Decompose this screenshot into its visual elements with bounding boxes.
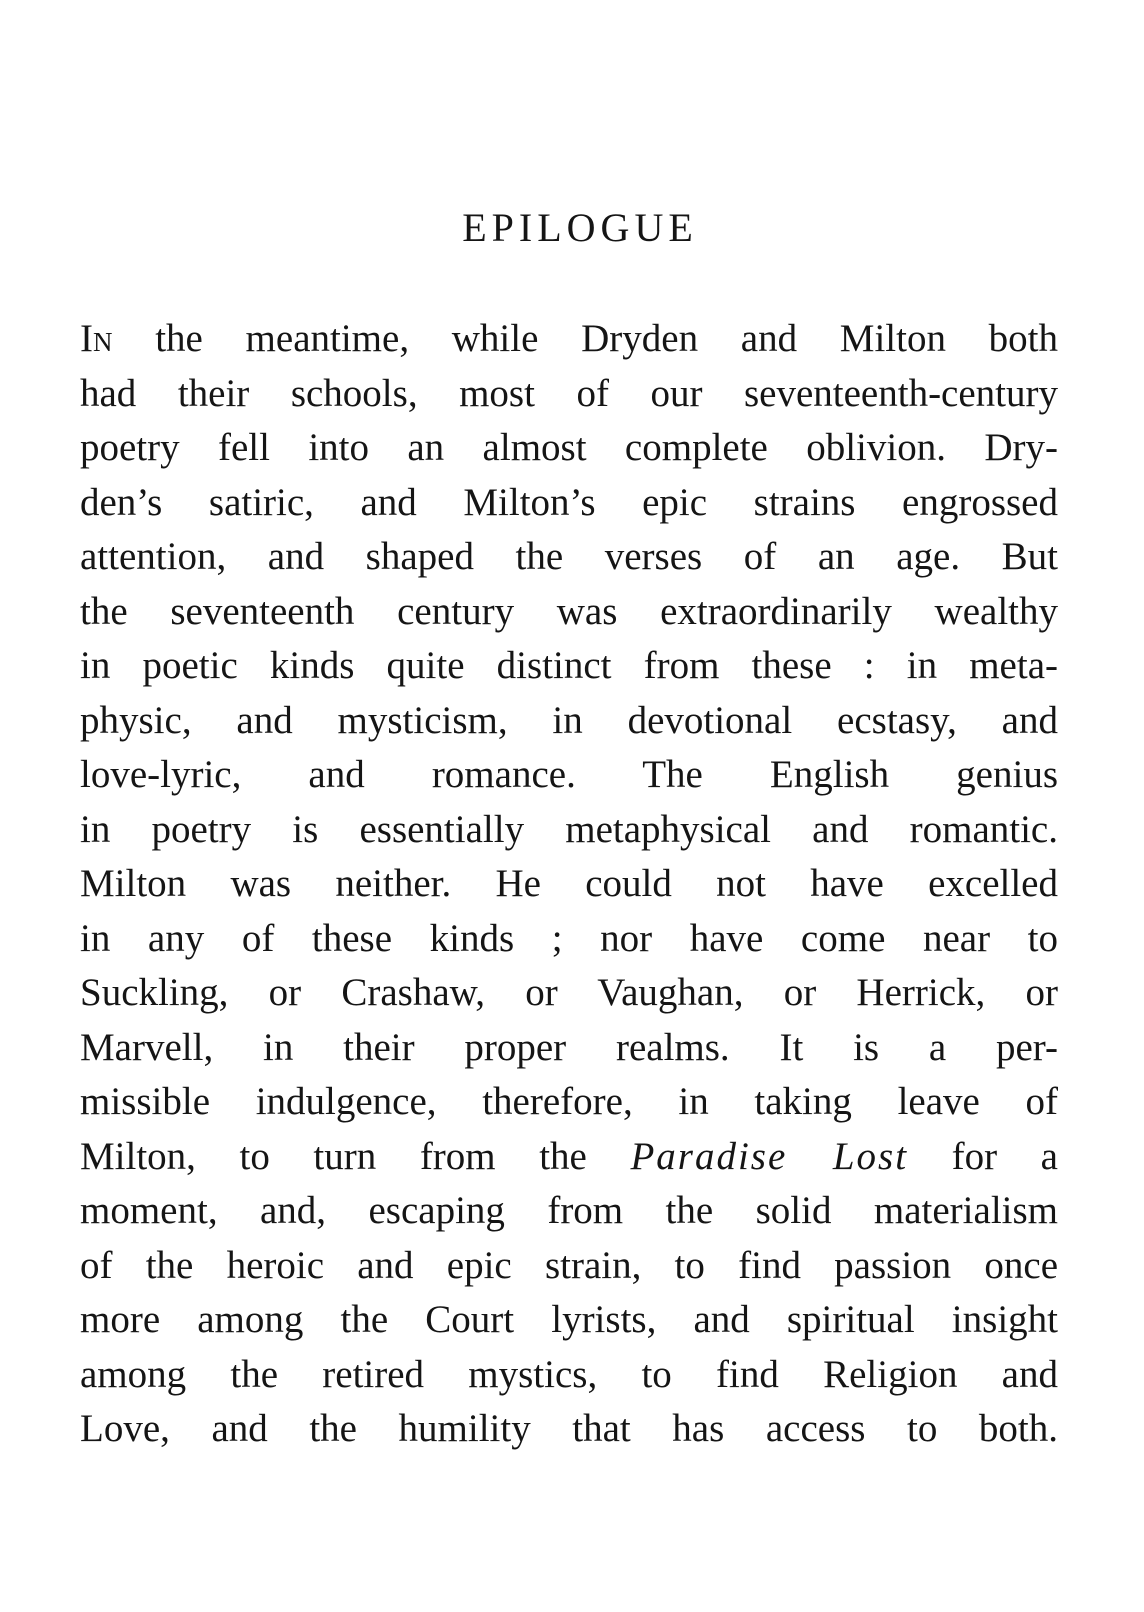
text-line: den’s satiric, and Milton’s epic strains engrossed bbox=[80, 480, 1058, 524]
text-line: attention, and shaped the verses of an age. But bbox=[80, 535, 1058, 578]
book-title-italic: Paradise Lost bbox=[630, 1134, 909, 1178]
text-line: in poetry is essentially metaphysical and romantic. bbox=[80, 807, 1058, 851]
text-line: the seventeenth century was extraordinarily wealthy bbox=[80, 589, 1058, 633]
page-title: EPILOGUE bbox=[462, 205, 698, 250]
text-line: missible indulgence, therefore, in taking leave of bbox=[80, 1080, 1058, 1123]
text-line: among the retired mystics, to find Religion and bbox=[80, 1352, 1058, 1396]
line-text: the meantime, while Dryden and Milton both bbox=[112, 317, 1058, 360]
text-line: Marvell, in their proper realms. It is a per- bbox=[80, 1025, 1058, 1069]
text-line bbox=[80, 312, 1058, 367]
text-line: had their schools, most of our seventeenth-century bbox=[80, 371, 1058, 415]
text-line: of the heroic and epic strain, to find passion once bbox=[80, 1243, 1058, 1287]
text-line: Love, and the humility that has access to both. bbox=[80, 1407, 1058, 1450]
text-line: more among the Court lyrists, and spiritual insight bbox=[80, 1298, 1058, 1341]
text-line: poetry fell into an almost complete oblivion. Dry- bbox=[80, 426, 1058, 469]
line-text: Milton, to turn from the bbox=[80, 1134, 631, 1178]
dropcap-lead: In bbox=[80, 317, 113, 360]
text-line: Milton was neither. He could not have excelled bbox=[80, 862, 1058, 905]
text-line: Suckling, or Crashaw, or Vaughan, or Herrick, or bbox=[80, 971, 1058, 1014]
text-line: love-lyric, and romance. The English genius bbox=[80, 753, 1058, 796]
text-line bbox=[80, 1130, 1058, 1185]
text-line: physic, and mysticism, in devotional ecstasy, and bbox=[80, 698, 1058, 742]
text-line: in poetic kinds quite distinct from these : in meta- bbox=[80, 644, 1058, 687]
line-text: for a bbox=[908, 1134, 1058, 1178]
epilogue-paragraph bbox=[80, 312, 1058, 1457]
text-line: moment, and, escaping from the solid materialism bbox=[80, 1189, 1058, 1232]
text-line: in any of these kinds ; nor have come near to bbox=[80, 916, 1058, 960]
